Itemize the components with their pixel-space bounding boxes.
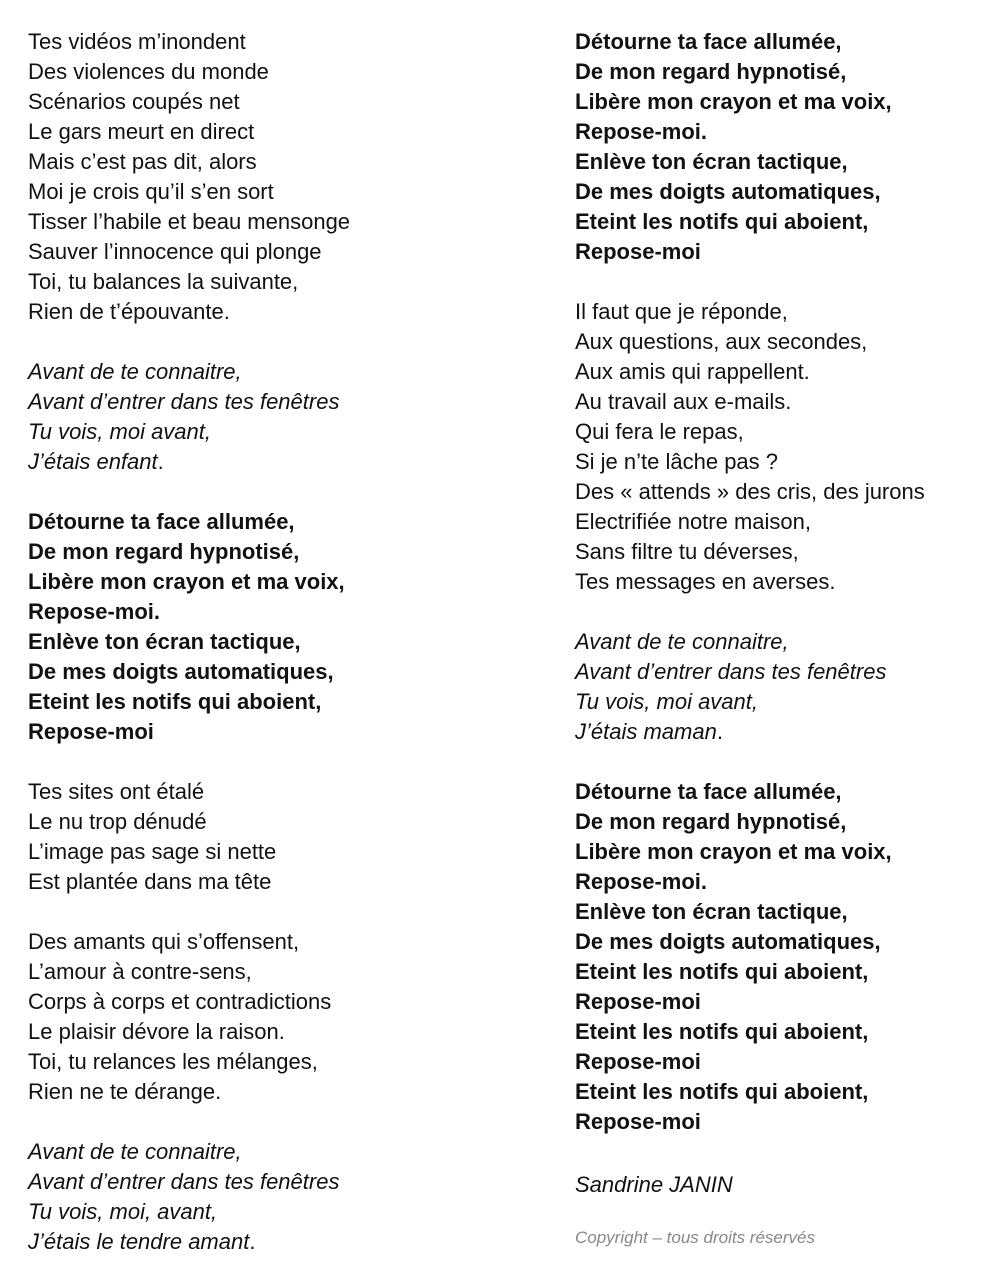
poem-line: Si je n’te lâche pas ? (575, 449, 779, 474)
poem-line: De mon regard hypnotisé, (28, 539, 300, 564)
poem-line: De mes doigts automatiques, (575, 929, 881, 954)
chorus-3 (575, 777, 985, 1137)
poem-line: De mes doigts automatiques, (575, 179, 881, 204)
poem-line: Libère mon crayon et ma voix, (28, 569, 345, 594)
prelude-3 (575, 627, 985, 747)
poem-line-text: Avant de te connaitre, (28, 359, 242, 384)
verse-4 (575, 297, 985, 597)
poem-line: Eteint les notifs qui aboient, (575, 1079, 869, 1104)
chorus-1 (28, 507, 548, 747)
poem-line: Repose-moi (28, 719, 154, 744)
poem-line: De mon regard hypnotisé, (575, 59, 847, 84)
prelude-2 (28, 1137, 548, 1257)
poem-line (575, 627, 985, 657)
author-signature: Sandrine JANIN (575, 1172, 733, 1197)
poem-line: Sauver l’innocence qui plonge (28, 239, 322, 264)
poem-line: Toi, tu balances la suivante, (28, 269, 299, 294)
poem-line (575, 717, 985, 747)
poem-line: Des violences du monde (28, 59, 269, 84)
poem-line: Electrifiée notre maison, (575, 509, 811, 534)
poem-line: Enlève ton écran tactique, (575, 149, 848, 174)
poem-line: Des « attends » des cris, des jurons (575, 479, 925, 504)
line-end-punctuation: . (249, 1229, 256, 1254)
left-column (28, 27, 548, 1287)
poem-line: Détourne ta face allumée, (28, 509, 295, 534)
poem-line: Au travail aux e-mails. (575, 389, 792, 414)
poem-line: Repose-moi. (28, 599, 161, 624)
line-end-punctuation: . (716, 719, 723, 744)
line-end-punctuation: . (157, 449, 164, 474)
poem-line-text: Tu vois, moi avant, (575, 689, 758, 714)
poem-line: Détourne ta face allumée, (575, 779, 842, 804)
poem-line: Repose-moi. (575, 869, 708, 894)
poem-line: Mais c’est pas dit, alors (28, 149, 257, 174)
poem-line: Aux questions, aux secondes, (575, 329, 868, 354)
poem-line: Le plaisir dévore la raison. (28, 1019, 285, 1044)
poem-line: Qui fera le repas, (575, 419, 744, 444)
poem-line: Rien de t’épouvante. (28, 299, 230, 324)
poem-line: Repose-moi (575, 1109, 701, 1134)
poem-line: De mon regard hypnotisé, (575, 809, 847, 834)
poem-line-text: Tu vois, moi, avant, (28, 1199, 218, 1224)
poem-line (28, 1197, 548, 1227)
poem-line: Tes vidéos m’inondent (28, 29, 246, 54)
poem-line: Eteint les notifs qui aboient, (575, 959, 869, 984)
poem-line: Eteint les notifs qui aboient, (28, 689, 322, 714)
poem-line: Tes sites ont étalé (28, 779, 205, 804)
poem-line (28, 447, 548, 477)
poem-line-text: Avant de te connaitre, (28, 1139, 242, 1164)
poem-line-text: J’étais enfant (28, 449, 158, 474)
poem-line: Le nu trop dénudé (28, 809, 207, 834)
poem-line: Des amants qui s’offensent, (28, 929, 300, 954)
copyright-notice: Copyright – tous droits réservés (575, 1228, 815, 1247)
poem-line: Enlève ton écran tactique, (28, 629, 301, 654)
poem-line: Eteint les notifs qui aboient, (575, 1019, 869, 1044)
verse-1 (28, 27, 548, 327)
poem-line (28, 1167, 548, 1197)
poem-line: Libère mon crayon et ma voix, (575, 839, 892, 864)
poem-line: Tisser l’habile et beau mensonge (28, 209, 351, 234)
verse-2 (28, 777, 548, 897)
poem-line: Repose-moi (575, 1049, 701, 1074)
poem-line: L’image pas sage si nette (28, 839, 277, 864)
prelude-1 (28, 357, 548, 477)
poem-line: Détourne ta face allumée, (575, 29, 842, 54)
poem-line: Scénarios coupés net (28, 89, 240, 114)
poem-line: Le gars meurt en direct (28, 119, 255, 144)
poem-line: Est plantée dans ma tête (28, 869, 272, 894)
poem-line: Repose-moi. (575, 119, 708, 144)
poem-line (575, 687, 985, 717)
poem-line: Eteint les notifs qui aboient, (575, 209, 869, 234)
chorus-2 (575, 27, 985, 267)
poem-line (28, 357, 548, 387)
right-column (575, 27, 985, 1250)
poem-line: Repose-moi (575, 239, 701, 264)
poem-line: Il faut que je réponde, (575, 299, 788, 324)
poem-line: Moi je crois qu’il s’en sort (28, 179, 274, 204)
poem-line-text: Avant de te connaitre, (575, 629, 789, 654)
poem-line-text: J’étais maman (575, 719, 717, 744)
poem-line: L’amour à contre-sens, (28, 959, 252, 984)
poem-line: Repose-moi (575, 989, 701, 1014)
poem-line: Sans filtre tu déverses, (575, 539, 799, 564)
poem-line: Enlève ton écran tactique, (575, 899, 848, 924)
poem-line: Aux amis qui rappellent. (575, 359, 810, 384)
poem-line-text: Avant d’entrer dans tes fenêtres (28, 389, 340, 414)
poem-line: De mes doigts automatiques, (28, 659, 334, 684)
verse-3 (28, 927, 548, 1107)
poem-line-text: Tu vois, moi avant, (28, 419, 211, 444)
poem-line (28, 387, 548, 417)
poem-line (575, 657, 985, 687)
poem-line: Toi, tu relances les mélanges, (28, 1049, 318, 1074)
poem-line (28, 1137, 548, 1167)
poem-line: Rien ne te dérange. (28, 1079, 222, 1104)
poem-line: Corps à corps et contradictions (28, 989, 332, 1014)
poem-line: Libère mon crayon et ma voix, (575, 89, 892, 114)
poem-line-text: Avant d’entrer dans tes fenêtres (575, 659, 887, 684)
poem-line: Tes messages en averses. (575, 569, 836, 594)
poem-line (28, 1227, 548, 1257)
poem-line (28, 417, 548, 447)
poem-line-text: Avant d’entrer dans tes fenêtres (28, 1169, 340, 1194)
poem-line-text: J’étais le tendre amant (28, 1229, 250, 1254)
